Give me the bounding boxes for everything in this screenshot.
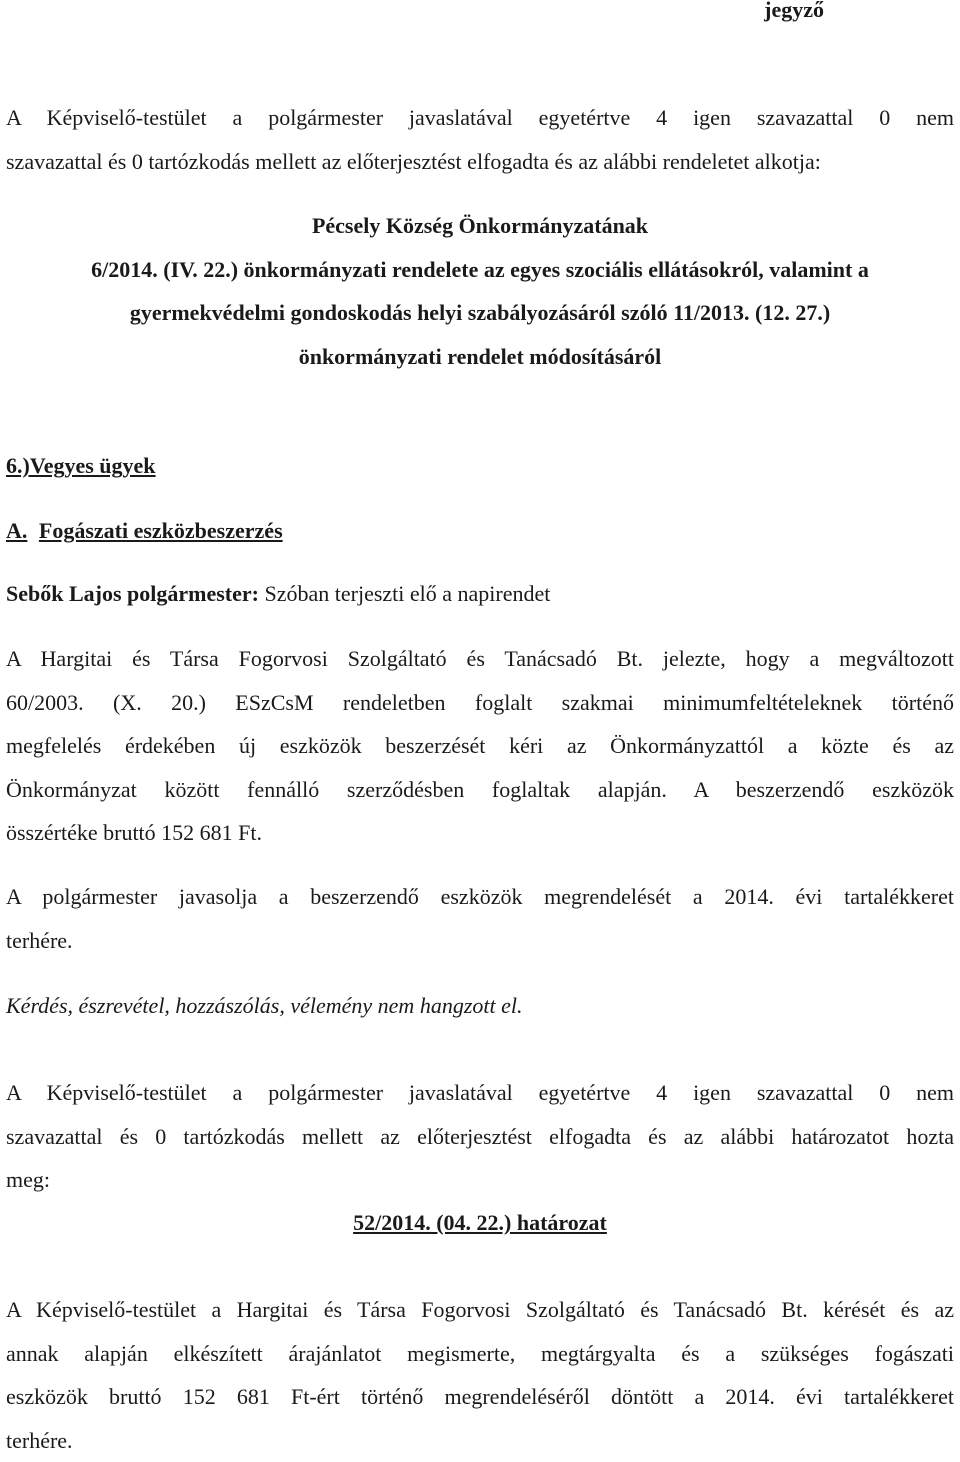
regulation-issuer: Pécsely Község Önkormányzatának — [6, 204, 954, 248]
subsection-title: Fogászati eszközbeszerzés — [39, 518, 283, 543]
resolution-line-2: annak alapján elkészített árajánlatot megismerte, megtárgyalta és a szükséges fogászati — [6, 1332, 954, 1376]
signature-role-label: jegyző — [764, 0, 824, 30]
body-paragraph-2 — [6, 875, 954, 962]
section-heading: 6.)Vegyes ügyek — [6, 444, 954, 488]
vote-2-line-2: szavazattal és 0 tartózkodás mellett az előterjesztést elfogadta és az alábbi határozatot hozta — [6, 1115, 954, 1159]
resolution-line-3: eszközök bruttó 152 681 Ft-ért történő megrendeléséről döntött a 2014. évi tartalékkeret — [6, 1375, 954, 1419]
presenter-name: Sebők Lajos polgármester: — [6, 581, 259, 606]
presenter-line — [6, 572, 954, 616]
vote-paragraph-1 — [6, 96, 954, 183]
body-paragraph-1 — [6, 637, 954, 855]
vote-paragraph-2 — [6, 1071, 954, 1202]
questions-note: Kérdés, észrevétel, hozzászólás, vélemény nem hangzott el. — [6, 984, 954, 1028]
resolution-line-1: A Képviselő-testület a Hargitai és Társa Fogorvosi Szolgáltató és Tanácsadó Bt. kérését és az — [6, 1288, 954, 1332]
regulation-line-3: önkormányzati rendelet módosításáról — [6, 335, 954, 379]
vote-1-line-2: szavazattal és 0 tartózkodás mellett az előterjesztést elfogadta és az alábbi rendeletet alkotja: — [6, 140, 954, 184]
body-1-line-1: A Hargitai és Társa Fogorvosi Szolgáltató és Tanácsadó Bt. jelezte, hogy a megváltozott — [6, 637, 954, 681]
vote-2-line-3: meg: — [6, 1158, 954, 1202]
body-2-line-2: terhére. — [6, 919, 954, 963]
body-2-line-1: A polgármester javasolja a beszerzendő eszközök megrendelését a 2014. évi tartalékkeret — [6, 875, 954, 919]
regulation-line-2: gyermekvédelmi gondoskodás helyi szabályozásáról szóló 11/2013. (12. 27.) — [6, 291, 954, 335]
body-1-line-5: összértéke bruttó 152 681 Ft. — [6, 811, 954, 855]
resolution-line-4: terhére. — [6, 1419, 954, 1462]
resolution-paragraph — [6, 1288, 954, 1462]
resolution-title-text: 52/2014. (04. 22.) határozat — [353, 1210, 607, 1235]
body-1-line-4: Önkormányzat között fennálló szerződésben foglaltak alapján. A beszerzendő eszközök — [6, 768, 954, 812]
regulation-line-1: 6/2014. (IV. 22.) önkormányzati rendelete az egyes szociális ellátásokról, valamint a — [6, 248, 954, 292]
regulation-title — [6, 204, 954, 378]
vote-1-line-1: A Képviselő-testület a polgármester javaslatával egyetértve 4 igen szavazattal 0 nem — [6, 96, 954, 140]
subsection-number: A. — [6, 518, 27, 543]
vote-2-line-1: A Képviselő-testület a polgármester javaslatával egyetértve 4 igen szavazattal 0 nem — [6, 1071, 954, 1115]
body-1-line-3: megfelelés érdekében új eszközök beszerzését kéri az Önkormányzattól a közte és az — [6, 724, 954, 768]
resolution-title — [6, 1201, 954, 1245]
subsection-heading — [6, 509, 954, 553]
presenter-text: Szóban terjeszti elő a napirendet — [259, 581, 550, 606]
body-1-line-2: 60/2003. (X. 20.) ESzCsM rendeletben foglalt szakmai minimumfeltételeknek történő — [6, 681, 954, 725]
